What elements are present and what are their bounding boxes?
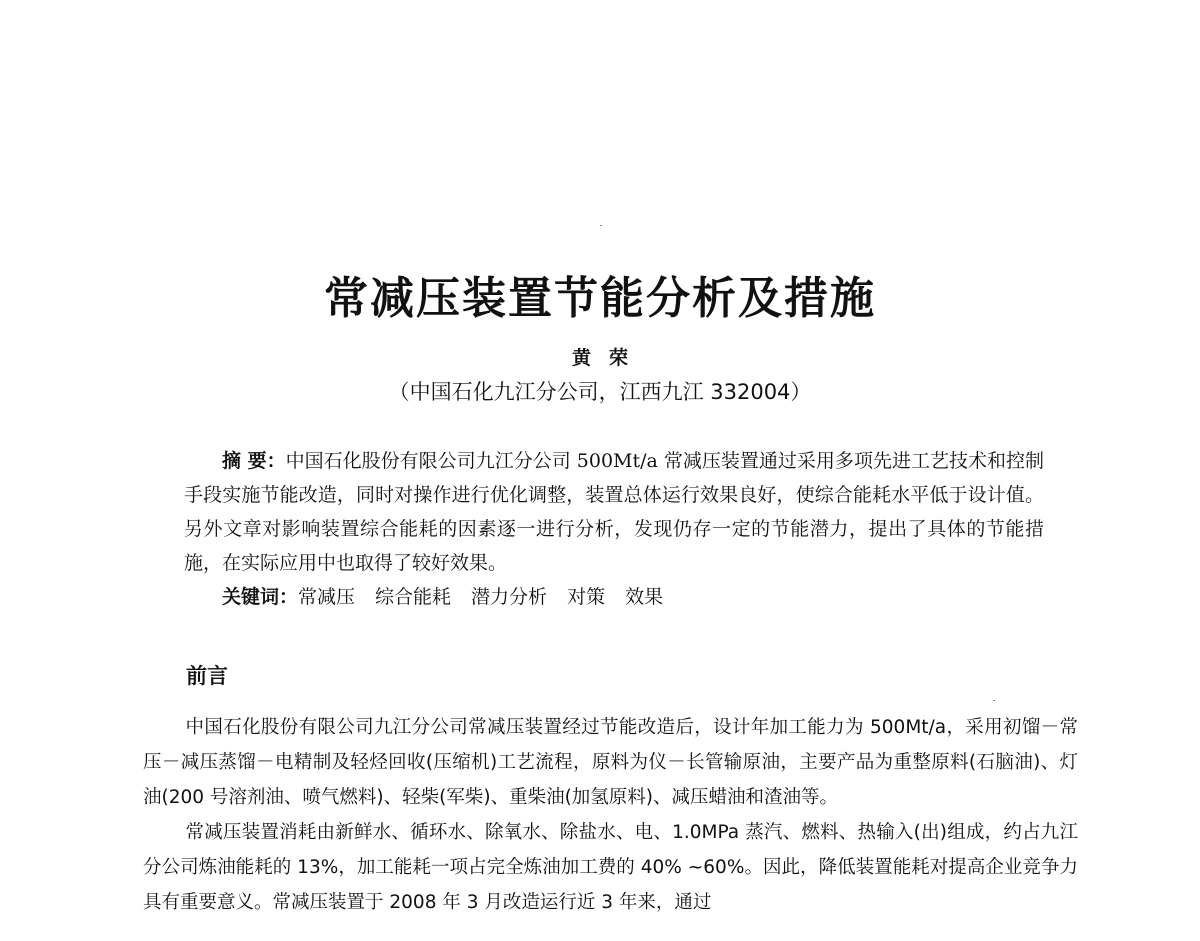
section-heading: 前言 [186, 664, 228, 688]
abstract-label: 摘 要： [222, 450, 286, 472]
keywords-line [184, 580, 1044, 614]
body-paragraph: 常减压装置消耗由新鲜水、循环水、除氧水、除盐水、电、1.0MPa 蒸汽、燃料、热输入(出)组成，约占九江分公司炼油能耗的 13%，加工能耗一项占完全炼油加工费的 40% ~60%。因此，降低装置能耗对提高企业竞争力具有重要意义。常减压装置于 2008 年 3 月改造运行近 3 年来，通过 [143, 822, 1078, 913]
affiliation: （中国石化九江分公司，江西九江 332004） [388, 380, 812, 404]
scan-speck [993, 700, 995, 701]
page-title: 常减压装置节能分析及措施 [324, 273, 876, 324]
author-name: 黄荣 [571, 347, 646, 369]
keyword: 对策 [567, 586, 606, 608]
abstract-paragraph [184, 444, 1044, 580]
body-text [143, 710, 1078, 920]
scan-speck [600, 225, 602, 226]
keyword: 潜力分析 [471, 586, 548, 608]
keyword: 综合能耗 [375, 586, 452, 608]
keyword: 常减压 [298, 586, 356, 608]
abstract-block [184, 444, 1044, 614]
keyword: 效果 [625, 586, 664, 608]
keywords-label: 关键词： [222, 586, 299, 608]
abstract-text: 中国石化股份有限公司九江分公司 500Mt/a 常减压装置通过采用多项先进工艺技术和控制手段实施节能改造，同时对操作进行优化调整，装置总体运行效果良好，使综合能耗水平低于设计值。另外文章对影响装置综合能耗的因素逐一进行分析，发现仍存一定的节能潜力，提出了具体的节能措施，在实际应用中也取得了较好效果。 [184, 450, 1044, 574]
body-paragraph: 中国石化股份有限公司九江分公司常减压装置经过节能改造后，设计年加工能力为 500Mt/a，采用初馏－常压－减压蒸馏－电精制及轻烃回收(压缩机)工艺流程，原料为仪－长管输原油，主要产品为重整原料(石脑油)、灯油(200 号溶剂油、喷气燃料)、轻柴(军柴)、重柴油(加氢原料)、减压蜡油和渣油等。 [143, 717, 1078, 808]
